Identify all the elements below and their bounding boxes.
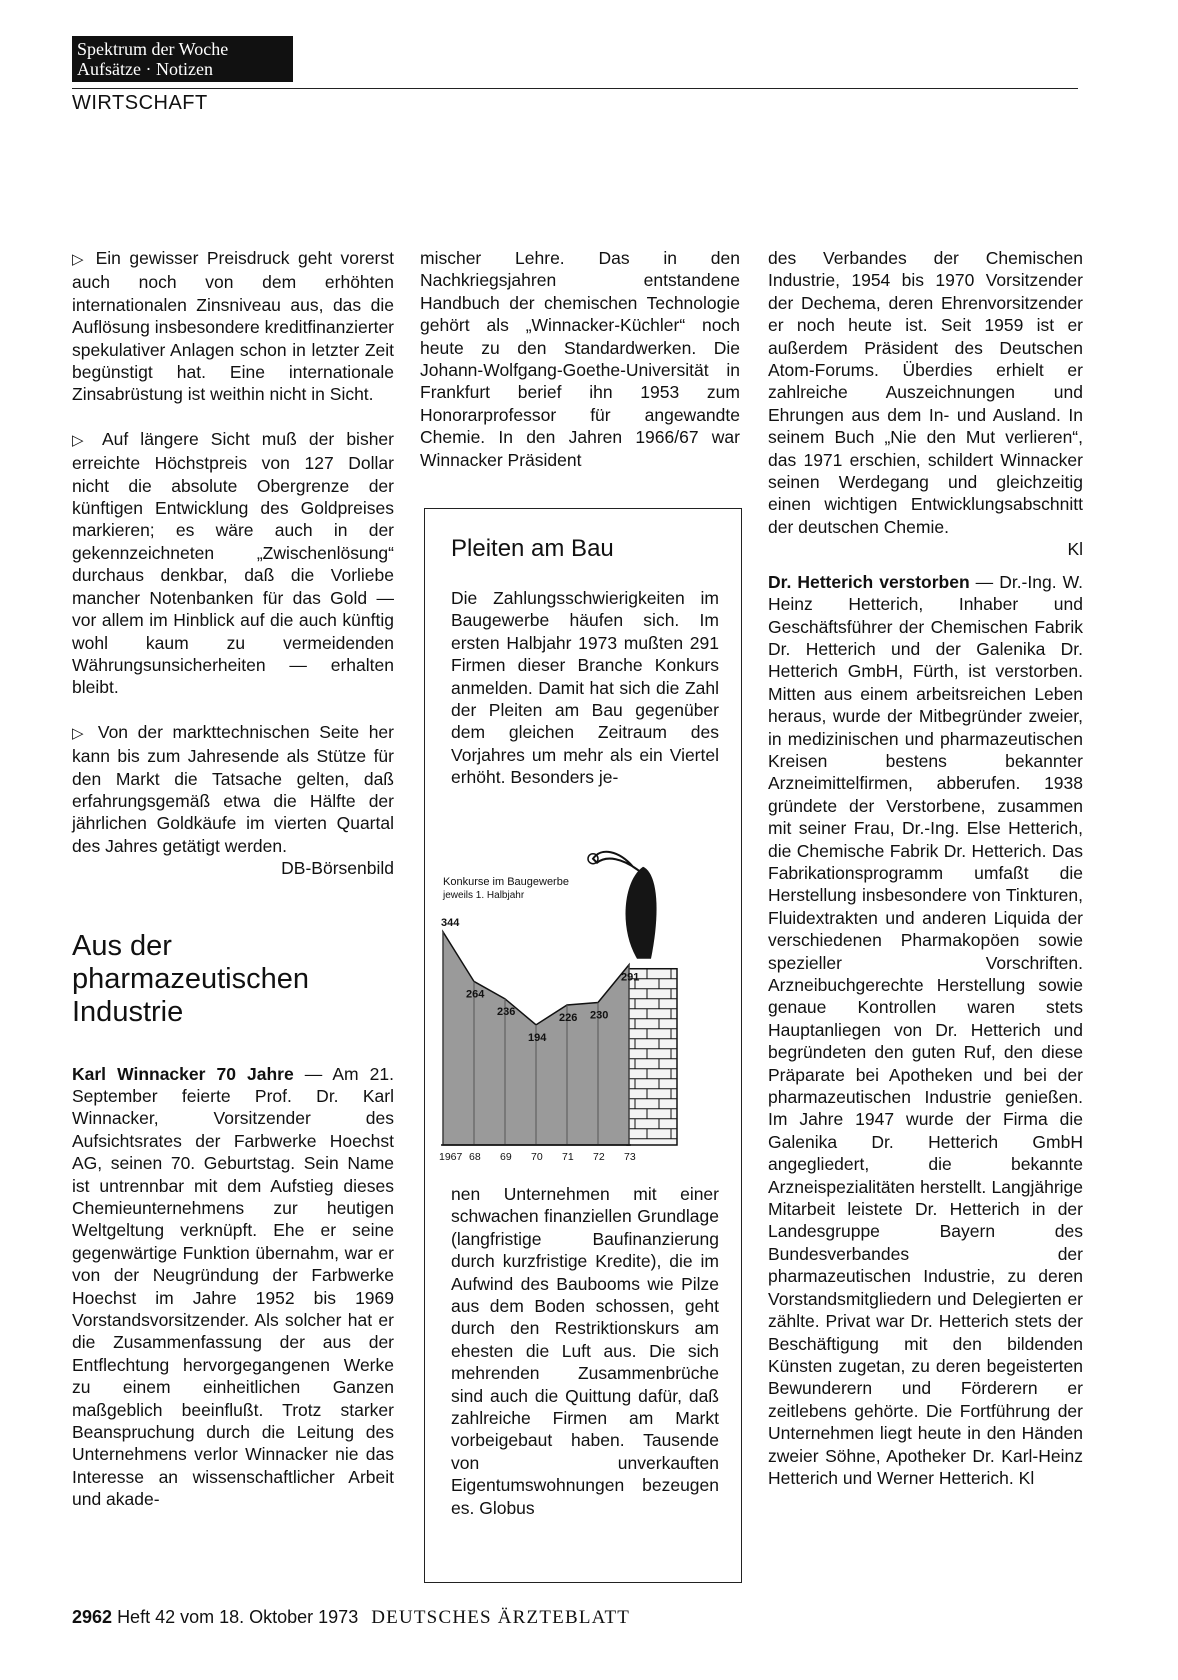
- masthead-line-1: Spektrum der Woche: [77, 39, 229, 59]
- box-text-1: [451, 587, 719, 789]
- x-tick-label: 71: [562, 1151, 574, 1163]
- bankruptcy-chart: [431, 827, 737, 1177]
- x-tick-label: 72: [593, 1151, 605, 1163]
- article-lead: Karl Winnacker 70 Jahre: [72, 1063, 294, 1084]
- data-label: 264: [466, 988, 485, 1001]
- masthead: [72, 36, 293, 82]
- data-label: 344: [441, 916, 460, 929]
- page-number: 2962: [72, 1607, 113, 1627]
- issue-info: Heft 42 vom 18. Oktober 1973: [117, 1607, 359, 1627]
- x-tick-label: 1967: [439, 1151, 463, 1163]
- paragraph-text: — Dr.-Ing. W. Heinz Hetterich, Inhaber und Geschäftsführer der Chemischen Fabrik Dr. Hetterich und der Galenika Dr. Hetterich GmbH, Fürth, ist verstorben. Mitten aus einem arbeitsreichen Leben heraus, wurde der Mitbegründer zweier, in medizinischen und pharmazeutischen Kreisen bestens bekannter Arzneimittelfirmen, abberufen. 1938 gründete der Verstorbene, zusammen mit seiner Frau, Dr.-Ing. Else Hetterich, die Chemische Fabrik Dr. Hetterich. Das Fabrikationsprogramm umfaßt die Herstellung insbesondere von Tinkturen, Fluidextrakten und anderen Liquida der verschiedenen Pharmakopöen sowie spezieller Vorschriften. Arzneibuchgerechte Herstellung sowie genaue Kontrollen waren stets Hauptanliegen von Dr. Hetterich und begründeten den guten Ruf, den diese Präparate bei Apotheken und bei der pharmazeutischen Industrie genießen. Im Jahre 1947 wurde der Firma die Galenika Dr. Hetterich GmbH angegliedert, die bekannte Arzneispezialitäten herstellt. Langjährige Mitarbeit leistete Dr. Hetterich in der Landesgruppe Bayern des Bundesverbandes der pharmazeutischen Industrie, zu deren Vorstandsmitgliedern und Delegierten er zählte. Privat war Dr. Hetterich stets der Beschäftigung mit den bildenden Künsten zugetan, zu deren begeisterten Bewunderern und Förderern er zeitlebens gehörte. Die Fortführung der Unternehmen liegt heute in den Händen zweier Söhne, Apotheker Dr. Karl-Heinz Hetterich und Werner Hetterich.: [768, 571, 1083, 1488]
- data-label: 291: [621, 971, 640, 984]
- author-signature: Kl: [1067, 539, 1083, 560]
- x-tick-label: 70: [531, 1151, 543, 1163]
- header-rule: [72, 88, 1078, 89]
- x-tick-label: 68: [469, 1151, 481, 1163]
- paragraph-text: nen Unternehmen mit einer schwachen finanziellen Grundlage (langfristige Baufinanzierung durch kurzfristige Kredite), die im Aufwind des Baubooms wie Pilze aus dem Boden schossen, geht durch den Restriktionskurs am ehesten die Luft aus. Die sich mehrenden Zusammenbrüche sind auch die Quittung dafür, daß zahlreiche Firmen am Markt vorbeigebaut haben. Tausende von unverkauften Eigentumswohnungen bezeugen es. Globus: [451, 1184, 719, 1518]
- section-label: WIRTSCHAFT: [72, 92, 208, 114]
- masthead-line-2: Aufsätze · Notizen: [77, 59, 213, 79]
- article-heading: Aus der pharmazeutischen Industrie: [72, 929, 309, 1028]
- paragraph-markttechnik: [72, 721, 394, 880]
- triangle-marker-icon: ▷: [72, 251, 88, 268]
- paragraph-winnacker-cont: mischer Lehre. Das in den Nachkriegsjahren entstandene Handbuch der chemischen Technologie gehört als „Winnacker-Küchler“ noch heute zu den Standardwerken. Die Johann-Wolfgang-Goethe-Universität in Frankfurt berief ihn 1953 zum Honorarprofessor für angewandte Chemie. In den Jahren 1966/67 war Winnacker Präsident: [420, 248, 740, 470]
- author-signature: Kl: [1018, 1467, 1035, 1488]
- paragraph-text: Auf längere Sicht muß der bisher erreichte Höchstpreis von 127 Dollar nicht die absolute Obergrenze der künftigen Entwicklung des Goldpreises markieren; es wäre auch in der gekennzeichneten „Zwischenlösung“ durchaus denkbar, daß die Vorliebe mancher Notenbanken für das Gold — vor allem im Hinblick auf die auch künftig wohl kaum zu vermeidenden Währungsunsicherheiten — erhalten bleibt.: [72, 428, 394, 698]
- triangle-marker-icon: ▷: [72, 431, 91, 449]
- paragraph-hetterich: [768, 571, 1083, 1490]
- column-2: [420, 247, 740, 471]
- x-tick-label: 73: [624, 1151, 636, 1163]
- vulture-neck: [593, 852, 639, 871]
- data-label: 230: [590, 1009, 609, 1022]
- column-3: [768, 247, 1083, 1489]
- publication-name: DEUTSCHES ÄRZTEBLATT: [371, 1607, 631, 1628]
- article-lead: Dr. Hetterich verstorben: [768, 571, 970, 592]
- data-label: 194: [528, 1031, 547, 1044]
- info-box-pleiten: [424, 508, 742, 1583]
- box-title: Pleiten am Bau: [451, 535, 614, 562]
- triangle-marker-icon: ▷: [72, 724, 89, 742]
- vulture-body: [626, 867, 657, 959]
- chart-subtitle: jeweils 1. Halbjahr: [443, 890, 525, 901]
- author-signature: DB-Börsenbild: [281, 858, 394, 879]
- paragraph-winnacker-end: [768, 247, 1083, 561]
- paragraph-preisdruck: [72, 247, 394, 406]
- paragraph-text: des Verbandes der Chemischen Industrie, 1954 bis 1970 Vorsitzender der Dechema, deren Ehrenvorsitzender er noch heute ist. Seit 1959 ist er außerdem Präsident des Deutschen Atom-Forums. Überdies erhielt er zahlreiche Auszeichnungen und Ehrungen aus dem In- und Ausland. In seinem Buch „Nie den Mut verlieren“, das 1971 erschien, schildert Winnacker seinen Werdegang und gleichzeitig einen wichtigen Entwicklungsabschnitt der deutschen Chemie.: [768, 248, 1083, 537]
- box-text-2: [451, 1183, 719, 1519]
- paragraph-text: Von der markttechnischen Seite her kann bis zum Jahresende als Stütze für den Markt die Tatsache gelten, daß erfahrungsgemäß etwa die Hälfte der jährlichen Goldkäufe im vierten Quartal des Jahres getätigt werden.: [72, 721, 394, 856]
- paragraph-hoechstpreis: [72, 428, 394, 699]
- paragraph-text: — Am 21. September feierte Prof. Dr. Karl Winnacker, Vorsitzender des Aufsichtsrates der Farbwerke Hoechst AG, seinen 70. Geburtstag. Sein Name ist untrennbar mit dem Aufstieg dieses Chemieunternehmens zur heutigen Weltgeltung verknüpft. Ehe er seine gegenwärtige Funktion übernahm, war er von der Neugründung der Farbwerke Hoechst im Jahre 1952 bis 1969 Vorstandsvorsitzender. Als solcher hat er die Zusammenfassung der aus der Entflechtung hervorgegangenen Werke zu einem einheitlichen Ganzen maßgeblich beeinflußt. Trotz starker Beanspruchung durch die Leitung des Unternehmens verlor Winnacker nie das Interesse an wissenschaftlicher Arbeit und akade-: [72, 1063, 394, 1510]
- data-label: 226: [559, 1012, 578, 1025]
- data-label: 236: [497, 1005, 516, 1018]
- paragraph-text: Ein gewisser Preisdruck geht vorerst auch noch von dem erhöhten internationalen Zinsniveau aus, das die Auflösung insbesondere kreditfinanzierter spekulativer Anlagen schon in letzter Zeit begünstigt hat. Eine internationale Zinsabrüstung ist weithin nicht in Sicht.: [72, 248, 394, 405]
- paragraph-winnacker: [72, 1063, 394, 1511]
- chart-title: Konkurse im Baugewerbe: [443, 876, 569, 888]
- page-footer: [72, 1607, 630, 1629]
- paragraph-text: Die Zahlungsschwierigkeiten im Baugewerbe häufen sich. Im ersten Halbjahr 1973 mußten 291 Firmen dieser Branche Konkurs anmelden. Damit hat sich die Zahl der Pleiten am Bau gegenüber dem gleichen Zeitraum des Vorjahres um mehr als ein Viertel erhöht. Besonders je-: [451, 588, 719, 788]
- x-tick-label: 69: [500, 1151, 512, 1163]
- chart-marks: [439, 917, 639, 1163]
- column-1: [72, 247, 394, 1511]
